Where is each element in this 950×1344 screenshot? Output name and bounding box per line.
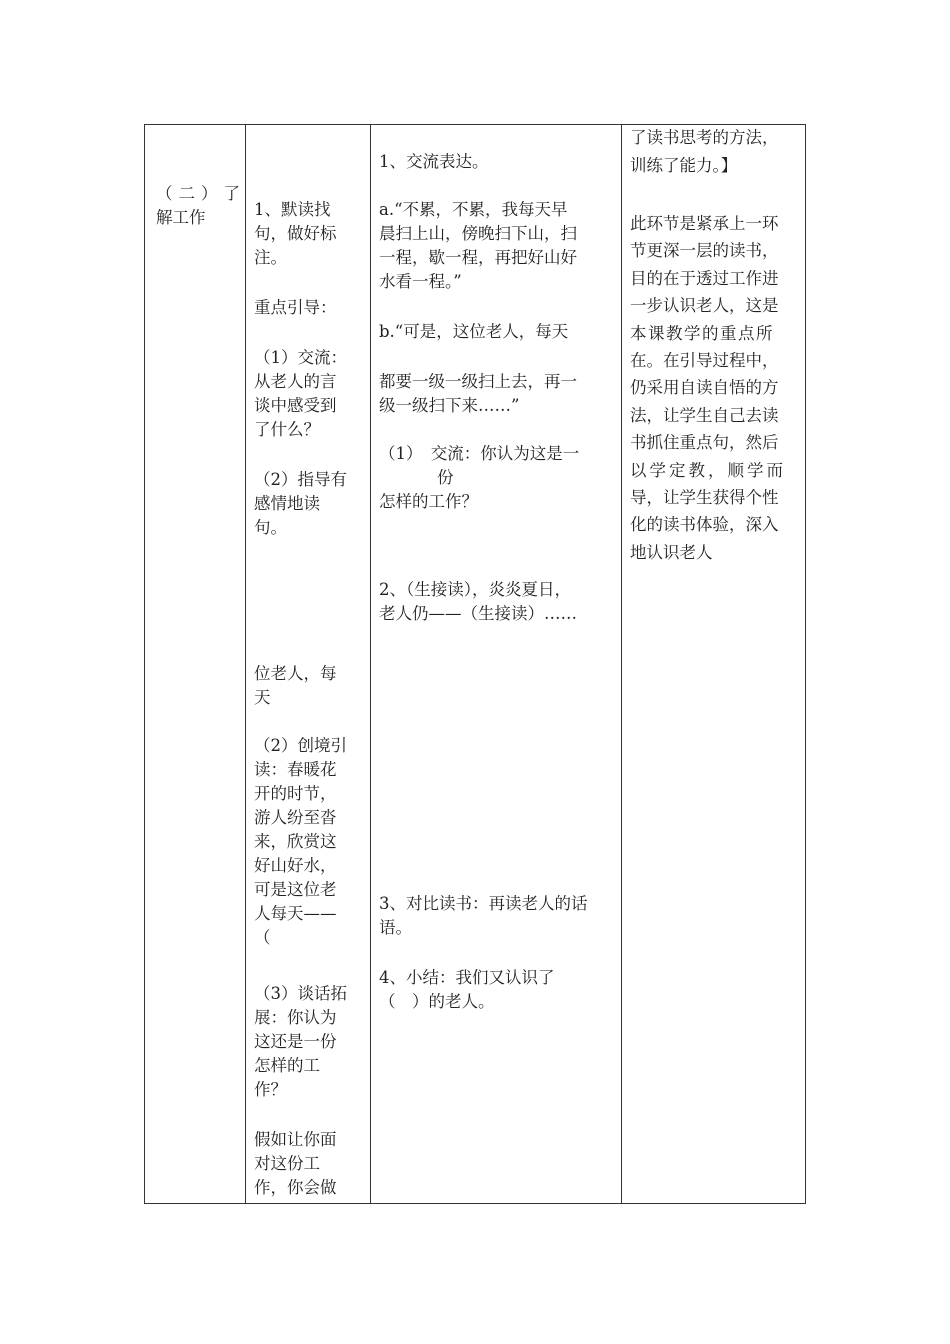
text-line: 此环节是紧承上一环: [630, 214, 779, 233]
question-2: [254, 468, 347, 540]
text-line: 2、（生接读），炎炎夏日，: [379, 580, 571, 599]
text-line: 这还是一份: [254, 1032, 337, 1051]
text-line: 位老人，每: [254, 664, 337, 683]
text-line: 都要一级一级扫上去，再一: [379, 372, 577, 391]
text-line: 1、默读找: [254, 200, 331, 219]
question-3: [254, 734, 347, 950]
text-line: 化的读书体验，深入: [630, 515, 779, 535]
text-line: 假如让你面: [254, 1130, 337, 1149]
text-line: 地认识老人: [630, 542, 713, 562]
text-line: 注。: [254, 248, 287, 267]
text-line: 从老人的言: [254, 372, 337, 391]
text-line: 仍采用自读自悟的方: [630, 378, 779, 398]
quote-a: [379, 198, 577, 294]
discussion-1: [379, 442, 579, 514]
text-line: 怎样的工: [254, 1056, 320, 1075]
table-right-border: [805, 124, 806, 1204]
text-line: 在。在引导过程中，: [630, 351, 779, 371]
text-line: （: [254, 928, 271, 947]
text-line: 导，让学生获得个性: [630, 488, 779, 508]
text-line: 开的时节，: [254, 784, 337, 803]
text-line: 节更深一层的读书，: [630, 241, 779, 261]
text-line: 谈中感受到: [254, 396, 337, 415]
text-line: （ ）的老人。: [379, 992, 495, 1011]
text-line: 份: [437, 468, 454, 487]
text-line: 本课教学的重点所: [630, 323, 774, 343]
text-line: 来，欣赏这: [254, 832, 337, 851]
text-line: 读：春暖花: [254, 760, 337, 779]
text-line: 4、小结：我们又认识了: [379, 968, 555, 987]
text-line: （1） 交流：你认为这是一: [379, 444, 580, 463]
text-line: 法，让学生自己去读: [630, 405, 779, 425]
design-note-body: [630, 210, 786, 566]
quote-b-start: b.“可是，这位老人，每天: [379, 322, 569, 341]
text-line: （3）谈话拓: [254, 984, 347, 1003]
section-title-line: 解工作: [156, 208, 206, 227]
table-left-border: [144, 124, 145, 1204]
text-line: 了读书思考的方法，: [630, 128, 779, 147]
lesson-table: [144, 124, 806, 1204]
text-line: 语。: [379, 918, 412, 937]
activity-4: [379, 966, 555, 1014]
column-divider-2: [370, 124, 371, 1204]
text-line: （2）指导有: [254, 470, 347, 489]
text-line: 游人纷至沓: [254, 808, 337, 827]
quote-b: [379, 370, 577, 418]
text-line: 人每天——: [254, 904, 337, 923]
text-line: （2）创境引: [254, 736, 347, 755]
activity-1: 1、交流表达。: [379, 152, 489, 171]
text-line: 句。: [254, 518, 287, 537]
text-line: 3、对比读书：再读老人的话: [379, 894, 588, 913]
text-line: 句，做好标: [254, 224, 337, 243]
column-divider-1: [245, 124, 246, 1204]
step1-text: [254, 198, 337, 270]
fragment-text: [254, 662, 337, 710]
text-line: 好山好水，: [254, 856, 337, 875]
text-line: 晨扫上山，傍晚扫下山，扫: [379, 224, 577, 243]
text-line: 书抓住重点句，然后: [630, 433, 779, 453]
text-line: 老人仍——（生接读）……: [379, 604, 577, 623]
text-line: 可是这位老: [254, 880, 337, 899]
text-line: 作，你会做: [254, 1178, 337, 1197]
text-line: 目的在于透过工作进: [630, 268, 779, 288]
text-line: a.“不累，不累，我每天早: [379, 200, 568, 219]
question-1: [254, 346, 347, 442]
text-line: 作？: [254, 1080, 287, 1099]
text-line: 一程，歇一程，再把好山好: [379, 248, 577, 267]
text-line: 天: [254, 688, 271, 707]
question-4: [254, 982, 347, 1102]
section-title-line: （二）了: [156, 184, 246, 203]
text-line: 水看一程。”: [379, 272, 462, 291]
text-line: 感情地读: [254, 494, 320, 513]
activity-3: [379, 892, 588, 940]
guide-heading: 重点引导：: [254, 298, 337, 317]
column-divider-3: [621, 124, 622, 1204]
text-line: 训练了能力。】: [630, 156, 738, 175]
text-line: 级一级扫下来……”: [379, 396, 520, 415]
activity-2: [379, 578, 577, 626]
text-line: 了什么？: [254, 420, 320, 439]
text-line: 对这份工: [254, 1154, 320, 1173]
text-line: 一步认识老人，这是: [630, 296, 779, 316]
text-line: 以学定教，顺学而: [630, 460, 786, 480]
question-5: [254, 1128, 337, 1200]
design-note-top: [630, 124, 779, 180]
text-line: 怎样的工作？: [379, 492, 478, 511]
section-title-cell: [156, 182, 246, 230]
table-bottom-border: [144, 1203, 806, 1204]
text-line: （1）交流：: [254, 348, 347, 367]
text-line: 展：你认为: [254, 1008, 337, 1027]
